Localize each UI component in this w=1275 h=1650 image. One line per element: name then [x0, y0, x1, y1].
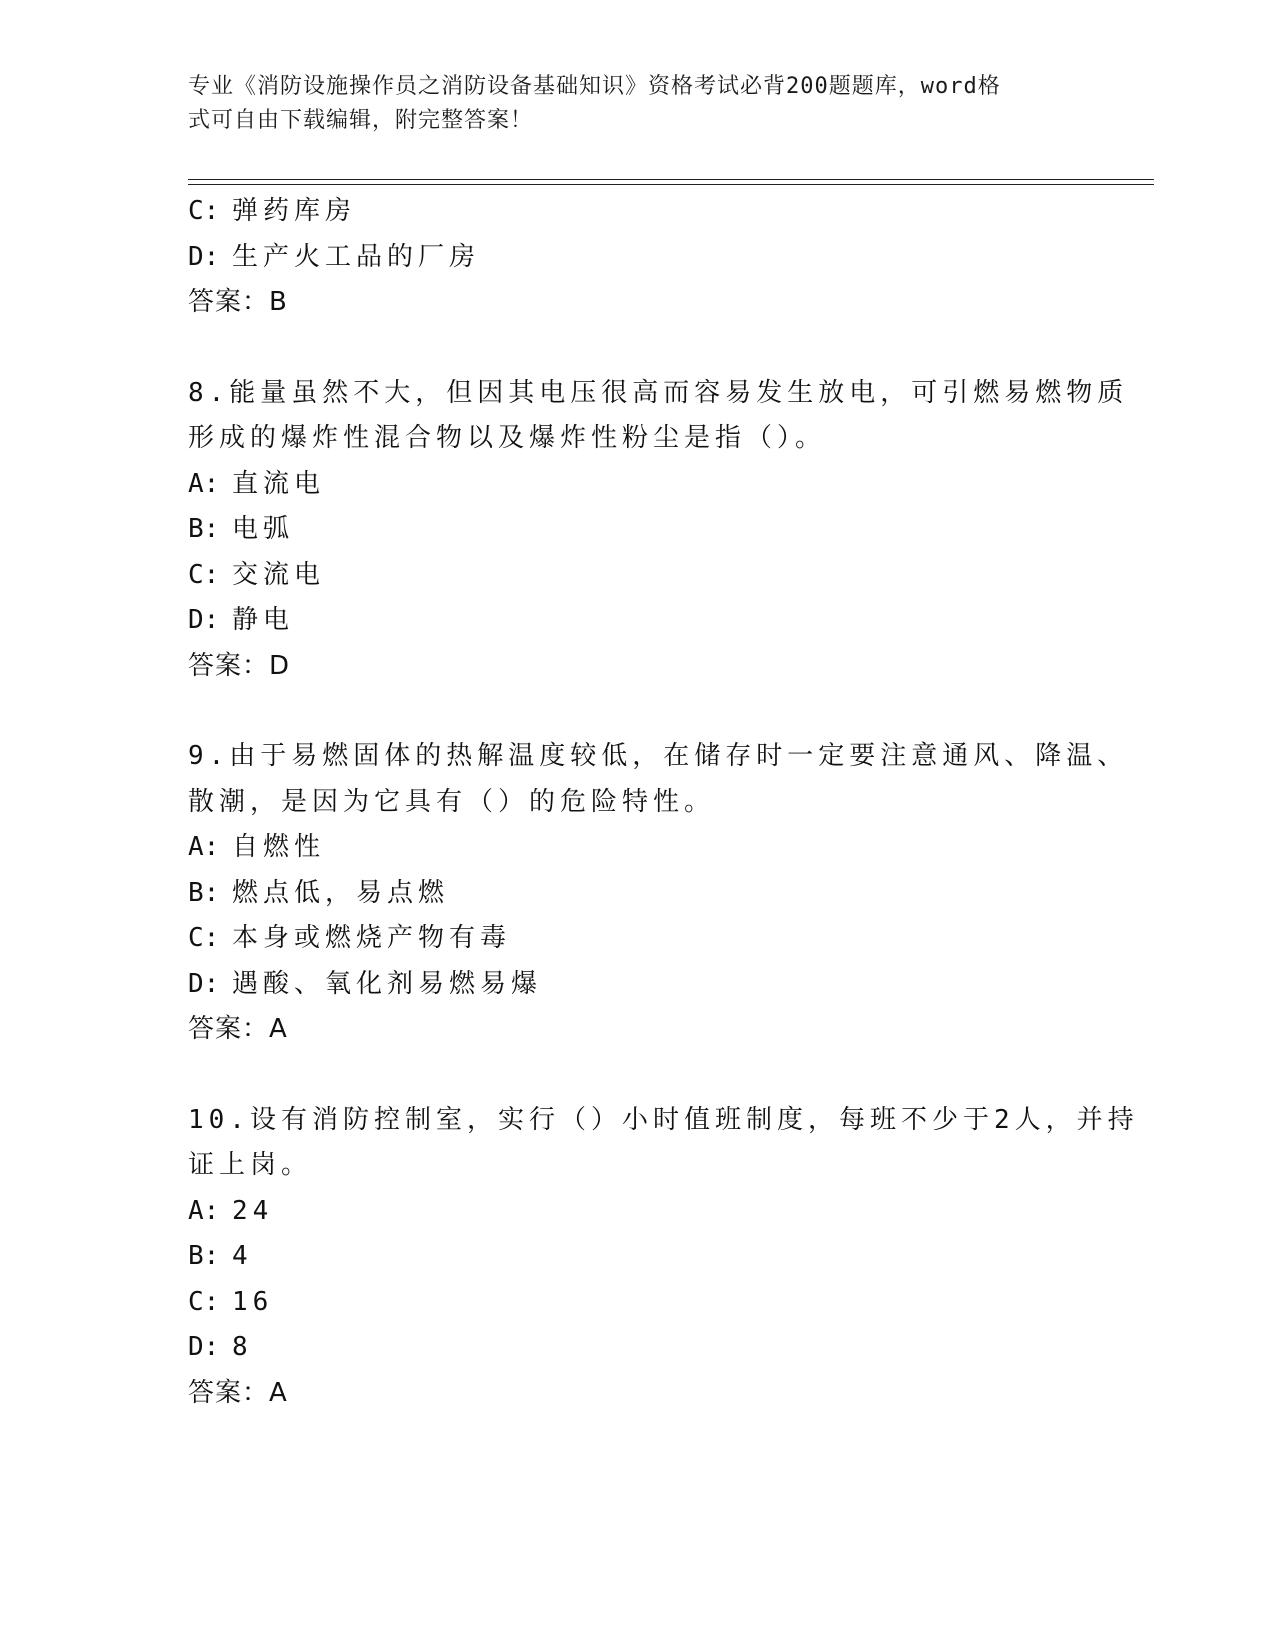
answer-line: 答案：B	[188, 287, 288, 317]
option-c	[188, 189, 1088, 235]
answer-line: 答案：A	[188, 1377, 288, 1408]
option-letter: A:	[188, 468, 220, 499]
document-header	[188, 70, 1068, 138]
option-b	[188, 871, 1088, 917]
option-letter: B:	[188, 1241, 220, 1271]
option-c	[188, 916, 1088, 962]
option-letter: B:	[188, 514, 220, 544]
header-divider-top	[188, 179, 1154, 180]
option-d	[188, 962, 1088, 1008]
question-spacer	[188, 326, 1088, 371]
question-7-tail	[188, 189, 1088, 326]
option-text: 自燃性	[232, 832, 326, 862]
question-10	[188, 1098, 1139, 1417]
question-9-line-2: 散潮，是因为它具有（）的危险特性。	[188, 786, 716, 817]
option-letter: D:	[188, 1332, 220, 1362]
header-line-2: 式可自由下载编辑，附完整答案！	[188, 108, 534, 133]
option-d	[188, 235, 1088, 281]
option-d	[188, 598, 1088, 644]
option-letter: C:	[188, 559, 220, 590]
option-text: 8	[232, 1332, 253, 1362]
option-text: 电弧	[232, 514, 295, 544]
option-letter: A:	[188, 1195, 220, 1226]
option-c	[188, 553, 1088, 599]
option-letter: D:	[188, 605, 220, 635]
option-letter: B:	[188, 877, 220, 908]
option-text: 静电	[232, 605, 295, 635]
option-text: 交流电	[232, 559, 326, 590]
option-a	[188, 825, 1088, 871]
option-letter: D:	[188, 241, 220, 272]
option-b	[188, 507, 1088, 553]
question-content	[188, 189, 1139, 1416]
question-spacer	[188, 689, 1088, 734]
question-10-line-2: 证上岗。	[188, 1150, 313, 1180]
question-8	[188, 371, 1129, 690]
option-b	[188, 1234, 1088, 1280]
option-text: 本身或燃烧产物有毒	[232, 923, 512, 953]
option-text: 遇酸、氧化剂易燃易爆	[232, 968, 543, 999]
option-text: 16	[232, 1286, 274, 1317]
question-8-line-1: 8.能量虽然不大，但因其电压很高而容易发生放电，可引燃易燃物质	[188, 377, 1129, 408]
option-letter: A:	[188, 832, 220, 862]
header-line-1: 专业《消防设施操作员之消防设备基础知识》资格考试必背200题题库，word格	[188, 74, 1001, 99]
option-letter: C:	[188, 923, 220, 953]
question-spacer	[188, 1053, 1088, 1098]
option-text: 弹药库房	[232, 196, 357, 226]
option-text: 24	[232, 1195, 274, 1226]
answer-line: 答案：A	[188, 1014, 288, 1044]
option-text: 4	[232, 1241, 253, 1271]
option-a	[188, 1189, 1088, 1235]
option-text: 直流电	[232, 468, 326, 499]
option-text: 燃点低，易点燃	[232, 877, 450, 908]
question-10-line-1: 10.设有消防控制室，实行（）小时值班制度，每班不少于2人，并持	[188, 1104, 1139, 1135]
option-text: 生产火工品的厂房	[232, 241, 481, 272]
answer-line: 答案：D	[188, 650, 291, 681]
option-c	[188, 1280, 1088, 1326]
question-9	[188, 734, 1129, 1053]
option-a	[188, 462, 1088, 508]
option-d	[188, 1325, 1088, 1371]
header-divider-bottom	[188, 184, 1154, 185]
question-8-line-2: 形成的爆炸性混合物以及爆炸性粉尘是指（）。	[188, 423, 827, 453]
option-letter: C:	[188, 196, 220, 226]
question-9-line-1: 9.由于易燃固体的热解温度较低，在储存时一定要注意通风、降温、	[188, 741, 1129, 771]
option-letter: C:	[188, 1286, 220, 1317]
option-letter: D:	[188, 968, 220, 999]
